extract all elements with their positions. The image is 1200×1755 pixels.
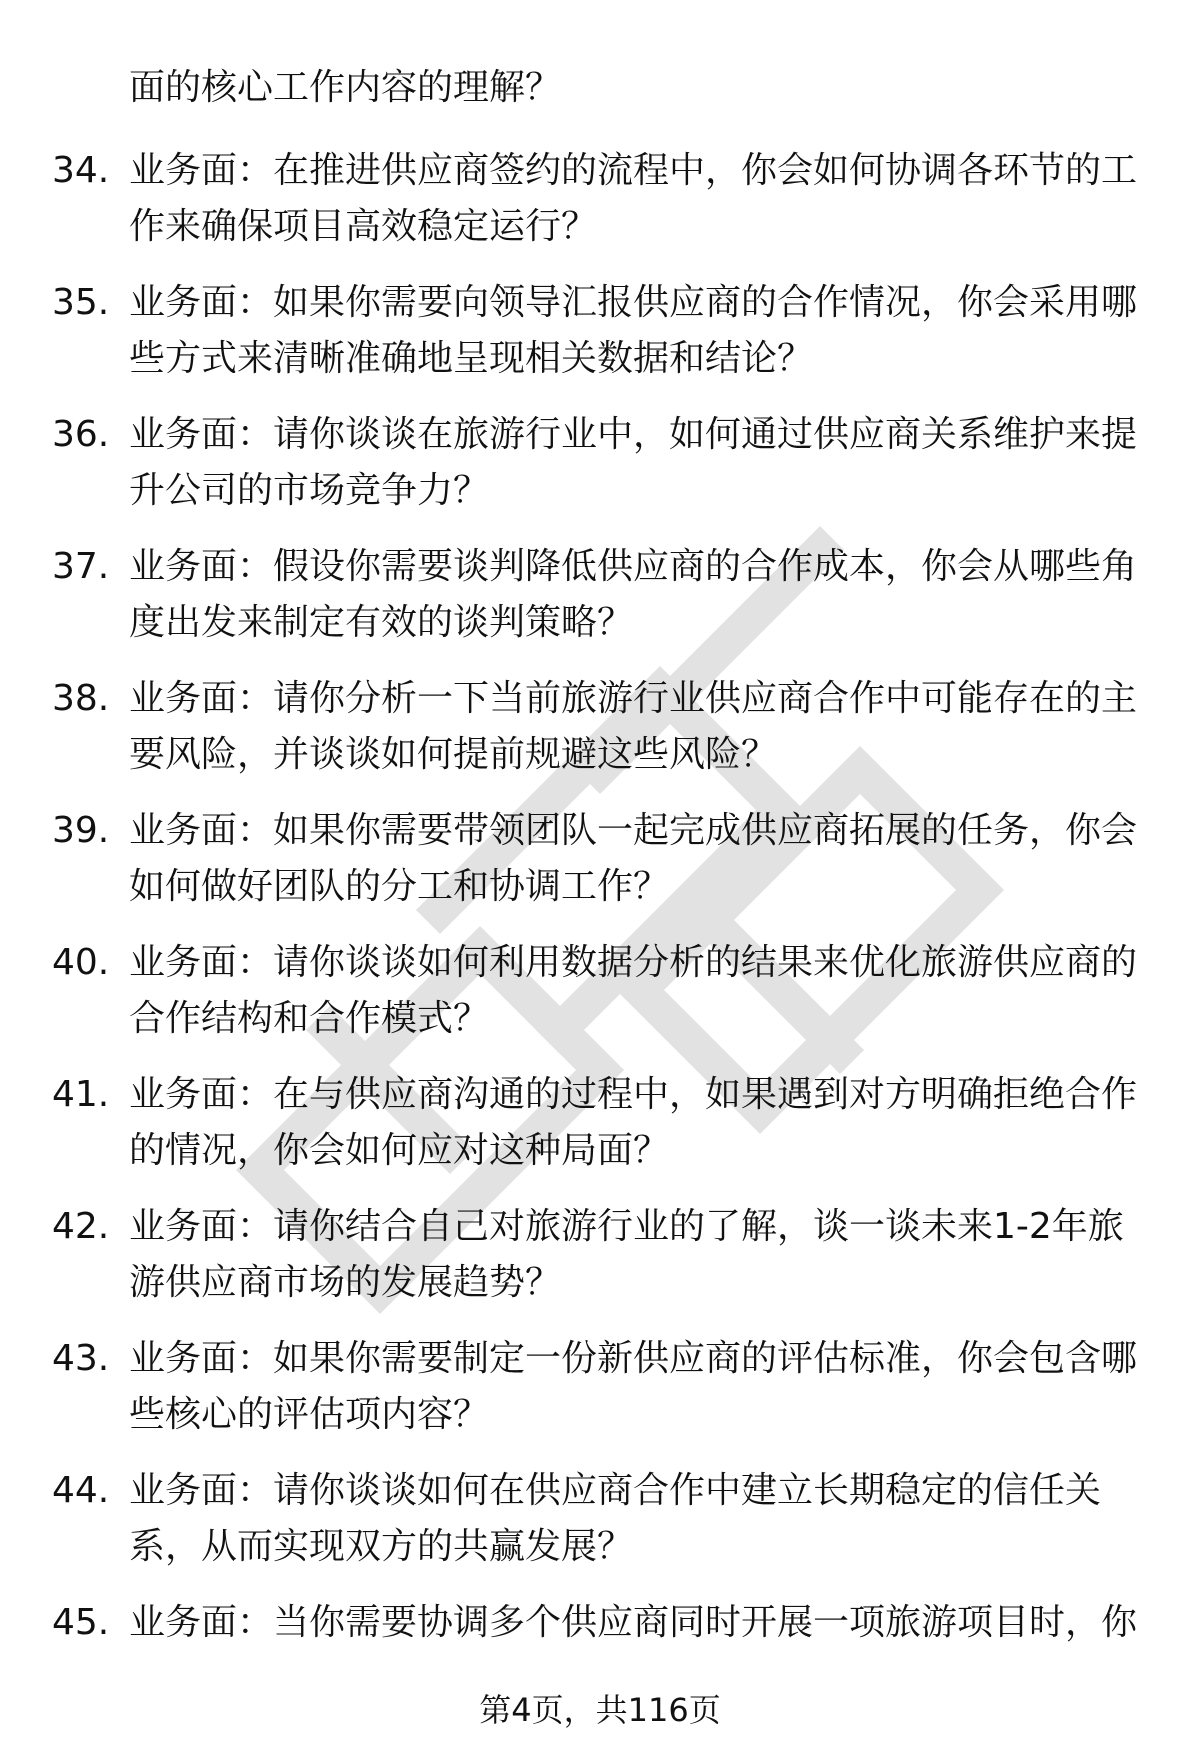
- question-number: 35.: [52, 282, 110, 323]
- question-text-line: 业务面：当你需要协调多个供应商同时开展一项旅游项目时，你: [129, 1602, 1138, 1643]
- question-item: [0, 1465, 1200, 1597]
- question-text-line: 业务面：请你分析一下当前旅游行业供应商合作中可能存在的主: [129, 678, 1138, 719]
- question-list: [0, 145, 1200, 1729]
- question-number: 41.: [52, 1074, 110, 1115]
- question-number: 36.: [52, 414, 110, 455]
- question-text-line: 要风险，并谈谈如何提前规避这些风险？: [129, 734, 778, 775]
- question-text-line: 游供应商市场的发展趋势？: [129, 1262, 562, 1303]
- question-text-line: 业务面：在推进供应商签约的流程中，你会如何协调各环节的工: [129, 150, 1138, 191]
- question-text-line: 业务面：请你谈谈如何利用数据分析的结果来优化旅游供应商的: [129, 942, 1138, 983]
- question-text-line: 合作结构和合作模式？: [129, 998, 490, 1039]
- question-number: 42.: [52, 1206, 110, 1247]
- question-item: [0, 805, 1200, 937]
- question-text-line: 的情况，你会如何应对这种局面？: [129, 1130, 670, 1171]
- question-text-line: 业务面：请你谈谈在旅游行业中，如何通过供应商关系维护来提: [129, 414, 1138, 455]
- question-text-line: 些方式来清晰准确地呈现相关数据和结论？: [129, 338, 814, 379]
- question-item: [0, 937, 1200, 1069]
- page-footer: 第4页，共116页: [479, 1691, 721, 1729]
- question-text-line: 业务面：如果你需要制定一份新供应商的评估标准，你会包含哪: [129, 1338, 1138, 1379]
- question-number: 37.: [52, 546, 110, 587]
- question-number: 38.: [52, 678, 110, 719]
- question-item: [0, 277, 1200, 409]
- question-item: [0, 673, 1200, 805]
- question-text-line: 业务面：请你结合自己对旅游行业的了解，谈一谈未来1-2年旅: [129, 1206, 1124, 1247]
- question-number: 40.: [52, 942, 110, 983]
- question-item: [0, 1069, 1200, 1201]
- question-text-line: 升公司的市场竞争力？: [129, 470, 490, 511]
- question-text-line: 业务面：在与供应商沟通的过程中，如果遇到对方明确拒绝合作: [129, 1074, 1138, 1115]
- question-text-line: 作来确保项目高效稳定运行？: [129, 206, 598, 247]
- question-text-line: 些核心的评估项内容？: [129, 1394, 490, 1435]
- question-text-line: 如何做好团队的分工和协调工作？: [129, 866, 670, 907]
- question-text-line: 业务面：如果你需要带领团队一起完成供应商拓展的任务，你会: [129, 810, 1138, 851]
- question-text-line: 度出发来制定有效的谈判策略？: [129, 602, 634, 643]
- question-item: [0, 541, 1200, 673]
- question-number: 44.: [52, 1470, 110, 1511]
- question-item: [0, 1201, 1200, 1333]
- question-number: 43.: [52, 1338, 110, 1379]
- continued-question-line: 面的核心工作内容的理解？: [129, 67, 562, 108]
- question-text-line: 系，从而实现双方的共赢发展？: [129, 1526, 634, 1567]
- question-item: [0, 1333, 1200, 1465]
- question-text-line: 业务面：如果你需要向领导汇报供应商的合作情况，你会采用哪: [129, 282, 1138, 323]
- question-text-line: 业务面：假设你需要谈判降低供应商的合作成本，你会从哪些角: [129, 546, 1138, 587]
- question-text-line: 业务面：请你谈谈如何在供应商合作中建立长期稳定的信任关: [129, 1470, 1102, 1511]
- question-number: 34.: [52, 150, 110, 191]
- question-item: [0, 409, 1200, 541]
- question-number: 45.: [52, 1602, 110, 1643]
- question-number: 39.: [52, 810, 110, 851]
- question-item: [0, 145, 1200, 277]
